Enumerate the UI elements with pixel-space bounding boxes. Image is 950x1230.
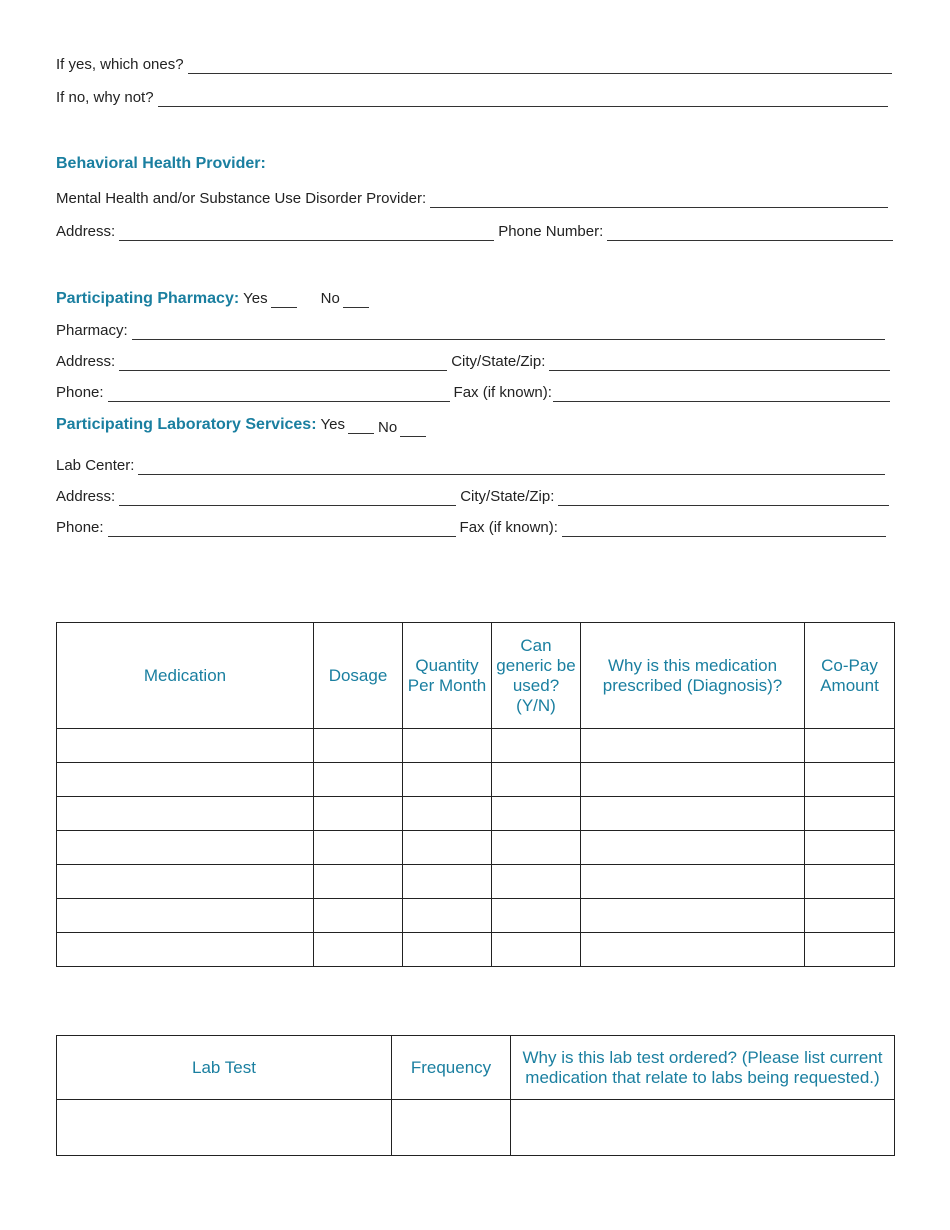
table-cell[interactable] [57, 797, 314, 831]
why-not-row [56, 89, 888, 107]
provider-label: Mental Health and/or Substance Use Disorder Provider: [56, 190, 427, 207]
diagnosis-header: Why is this medication prescribed (Diagnosis)? [581, 623, 805, 729]
lab-no-field[interactable] [400, 422, 426, 437]
lab-city-field[interactable] [558, 491, 889, 506]
table-cell[interactable] [581, 797, 805, 831]
lab-reason-header: Why is this lab test ordered? (Please list current medication that relate to labs being requested.) [511, 1036, 895, 1100]
table-cell[interactable] [511, 1100, 895, 1156]
table-cell[interactable] [581, 763, 805, 797]
table-cell[interactable] [57, 899, 314, 933]
table-cell[interactable] [57, 1100, 392, 1156]
pharmacy-yes-label: Yes [243, 290, 268, 307]
table-cell[interactable] [57, 729, 314, 763]
lab-fax-field[interactable] [562, 522, 886, 537]
table-cell[interactable] [403, 797, 492, 831]
table-cell[interactable] [403, 831, 492, 865]
lab-address-row [56, 488, 889, 506]
table-cell[interactable] [57, 933, 314, 967]
pharmacy-phone-label: Phone: [56, 384, 104, 401]
table-cell[interactable] [314, 763, 403, 797]
behavioral-heading-row [56, 155, 266, 173]
behavioral-phone-label: Phone Number: [498, 223, 604, 240]
lab-center-field[interactable] [138, 460, 885, 475]
medication-table [56, 622, 895, 967]
table-cell[interactable] [805, 797, 895, 831]
medication-header-row [57, 623, 895, 729]
pharmacy-address-label: Address: [56, 353, 116, 370]
table-cell[interactable] [805, 763, 895, 797]
table-row [57, 763, 895, 797]
table-row [57, 831, 895, 865]
generic-header: Can generic be used? (Y/N) [492, 623, 581, 729]
table-row [57, 1100, 895, 1156]
table-cell[interactable] [805, 899, 895, 933]
lab-table [56, 1035, 895, 1156]
table-cell[interactable] [57, 831, 314, 865]
pharmacy-heading-row [56, 290, 377, 308]
which-ones-row [56, 56, 892, 74]
table-cell[interactable] [403, 899, 492, 933]
behavioral-address-row [56, 223, 893, 241]
pharmacy-city-field[interactable] [549, 356, 890, 371]
pharmacy-name-field[interactable] [132, 325, 885, 340]
pharmacy-name-label: Pharmacy: [56, 322, 128, 339]
table-cell[interactable] [403, 933, 492, 967]
table-cell[interactable] [492, 899, 581, 933]
lab-yes-label: Yes [320, 416, 346, 433]
lab-city-label: City/State/Zip: [460, 488, 555, 505]
table-cell[interactable] [492, 763, 581, 797]
lab-phone-label: Phone: [56, 519, 104, 536]
copay-header: Co-Pay Amount [805, 623, 895, 729]
pharmacy-phone-row [56, 384, 890, 402]
lab-address-field[interactable] [119, 491, 456, 506]
lab-header-row [57, 1036, 895, 1100]
pharmacy-no-label: No [320, 290, 340, 307]
lab-yes-field[interactable] [348, 419, 374, 434]
pharmacy-city-label: City/State/Zip: [451, 353, 546, 370]
behavioral-address-label: Address: [56, 223, 116, 240]
behavioral-provider-row [56, 190, 888, 208]
lab-center-row [56, 457, 885, 475]
behavioral-heading: Behavioral Health Provider: [56, 155, 266, 172]
table-cell[interactable] [581, 865, 805, 899]
table-cell[interactable] [314, 933, 403, 967]
table-cell[interactable] [581, 729, 805, 763]
table-cell[interactable] [314, 831, 403, 865]
pharmacy-address-field[interactable] [119, 356, 447, 371]
pharmacy-fax-field[interactable] [553, 387, 890, 402]
lab-no-label: No [378, 419, 398, 436]
pharmacy-name-row [56, 322, 885, 340]
pharmacy-fax-label: Fax (if known): [453, 384, 552, 401]
pharmacy-no-field[interactable] [343, 293, 369, 308]
table-row [57, 899, 895, 933]
provider-field[interactable] [430, 193, 888, 208]
table-cell[interactable] [492, 831, 581, 865]
table-cell[interactable] [492, 729, 581, 763]
table-cell[interactable] [392, 1100, 511, 1156]
lab-heading-row [56, 416, 434, 434]
behavioral-address-field[interactable] [119, 226, 494, 241]
which-ones-field[interactable] [188, 59, 892, 74]
table-cell[interactable] [314, 899, 403, 933]
table-cell[interactable] [314, 729, 403, 763]
lab-heading: Participating Laboratory Services: [56, 416, 317, 433]
table-row [57, 865, 895, 899]
table-row [57, 797, 895, 831]
table-cell[interactable] [581, 831, 805, 865]
lab-center-label: Lab Center: [56, 457, 135, 474]
pharmacy-yes-field[interactable] [271, 293, 297, 308]
medication-header: Medication [57, 623, 314, 729]
table-cell[interactable] [805, 831, 895, 865]
table-cell[interactable] [403, 763, 492, 797]
frequency-header: Frequency [392, 1036, 511, 1100]
table-cell[interactable] [581, 899, 805, 933]
table-cell[interactable] [314, 797, 403, 831]
quantity-header: Quantity Per Month [403, 623, 492, 729]
table-cell[interactable] [805, 729, 895, 763]
lab-fax-label: Fax (if known): [459, 519, 558, 536]
table-cell[interactable] [805, 933, 895, 967]
why-not-label: If no, why not? [56, 89, 154, 106]
table-cell[interactable] [57, 865, 314, 899]
behavioral-phone-field[interactable] [607, 226, 893, 241]
table-row [57, 729, 895, 763]
why-not-field[interactable] [158, 92, 888, 107]
table-cell[interactable] [314, 865, 403, 899]
lab-test-header: Lab Test [57, 1036, 392, 1100]
table-row [57, 933, 895, 967]
pharmacy-heading: Participating Pharmacy: [56, 290, 240, 307]
lab-phone-field[interactable] [108, 522, 456, 537]
table-cell[interactable] [57, 763, 314, 797]
lab-phone-row [56, 519, 886, 537]
table-cell[interactable] [492, 933, 581, 967]
table-cell[interactable] [581, 933, 805, 967]
table-cell[interactable] [805, 865, 895, 899]
table-cell[interactable] [492, 865, 581, 899]
table-cell[interactable] [403, 865, 492, 899]
which-ones-label: If yes, which ones? [56, 56, 184, 73]
lab-address-label: Address: [56, 488, 116, 505]
table-cell[interactable] [403, 729, 492, 763]
pharmacy-phone-field[interactable] [108, 387, 450, 402]
pharmacy-address-row [56, 353, 890, 371]
dosage-header: Dosage [314, 623, 403, 729]
table-cell[interactable] [492, 797, 581, 831]
